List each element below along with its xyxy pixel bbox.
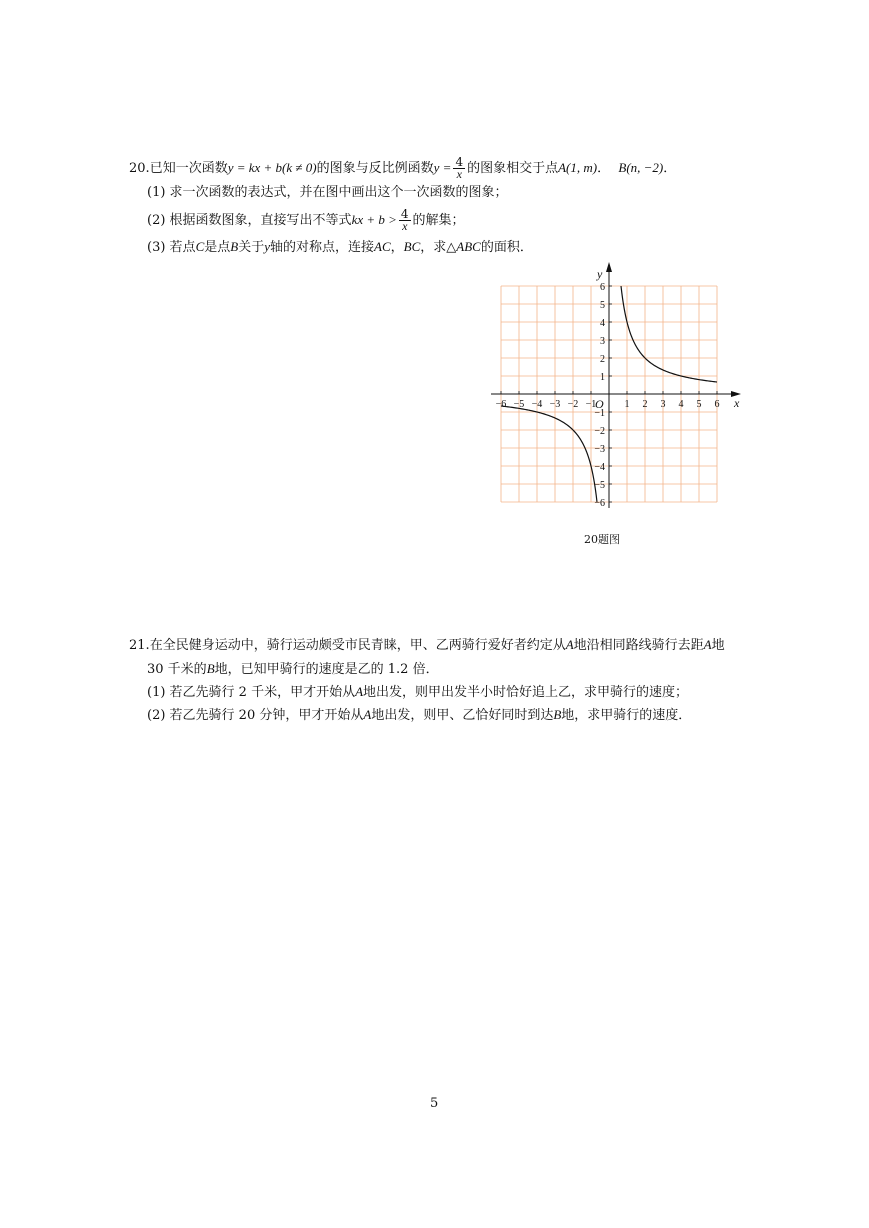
x-axis-label: x — [734, 396, 740, 410]
x-tick-label: −4 — [531, 399, 543, 410]
y-tick-label: 4 — [600, 318, 605, 329]
q21-number: 21. — [129, 638, 150, 653]
coordinate-graph — [484, 262, 749, 527]
figure-caption: 20题图 — [584, 533, 620, 546]
q20-line1: 20.已知一次函数y = kx + b(k ≠ 0)的图象与反比例函数y = $\frac{4}{x}$ 的图象相交于点A(1, m)． B(n, −2)． — [129, 155, 677, 181]
q20-part2: (2) 根据函数图象，直接写出不等式kx + b > $\frac{4}{x}$ 的解集； — [147, 207, 465, 233]
axes — [491, 262, 741, 508]
x-tick-label: −1 — [585, 399, 597, 410]
q21-part2: (2) 若乙先骑行 20 分钟，甲才开始从A地出发，则甲、乙恰好同时到达B地，求甲骑行的速度． — [147, 707, 692, 723]
q20-part3: (3) 若点C是点B关于y轴的对称点，连接AC，BC，求△ABC的面积． — [147, 239, 533, 255]
page-number: 5 — [430, 1096, 439, 1111]
y-tick-label: −3 — [594, 444, 605, 455]
x-tick-label: 1 — [624, 399, 630, 410]
x-tick-label: −5 — [513, 399, 525, 410]
x-tick-label: 6 — [714, 399, 720, 410]
q21-line2: 30 千米的B地，已知甲骑行的速度是乙的 1.2 倍． — [147, 661, 439, 677]
y-axis-arrow — [606, 262, 612, 272]
y-tick-label: −4 — [594, 462, 605, 473]
x-tick-label: 4 — [678, 399, 684, 410]
tick-labels — [496, 267, 740, 509]
x-tick-label: 3 — [660, 399, 666, 410]
q20-number: 20. — [129, 161, 150, 176]
y-tick-label: 5 — [600, 300, 605, 311]
x-tick-label: −3 — [549, 399, 561, 410]
hyperbola-branch — [621, 286, 717, 382]
fraction-4-over-x: $\frac{4}{x}$ — [455, 155, 464, 181]
y-axis-label: y — [597, 267, 603, 281]
x-tick-label: −2 — [567, 399, 579, 410]
x-tick-label: 5 — [696, 399, 702, 410]
x-tick-label: −6 — [495, 399, 507, 410]
hyperbola-branch — [501, 406, 597, 502]
y-tick-label: −2 — [594, 426, 605, 437]
y-tick-label: 1 — [600, 372, 605, 383]
y-tick-label: −6 — [594, 498, 605, 509]
x-tick-label: 2 — [642, 399, 648, 410]
origin-label: O — [595, 397, 604, 411]
fraction-4-over-x-2: $\frac{4}{x}$ — [400, 207, 409, 233]
q21-part1: (1) 若乙先骑行 2 千米，甲才开始从A地出发，则甲出发半小时恰好追上乙，求甲骑行的速度； — [147, 684, 689, 700]
q21-line1: 21.在全民健身运动中，骑行运动颇受市民青睐，甲、乙两骑行爱好者约定从A地沿相同路线骑行去距A地 — [129, 637, 725, 653]
y-tick-label: 3 — [600, 336, 605, 347]
y-tick-label: 2 — [600, 354, 605, 365]
y-tick-label: −1 — [594, 408, 605, 419]
q20-part1: (1) 求一次函数的表达式，并在图中画出这个一次函数的图象； — [147, 185, 508, 200]
y-tick-label: −5 — [594, 480, 605, 491]
y-tick-label: 6 — [600, 282, 605, 293]
